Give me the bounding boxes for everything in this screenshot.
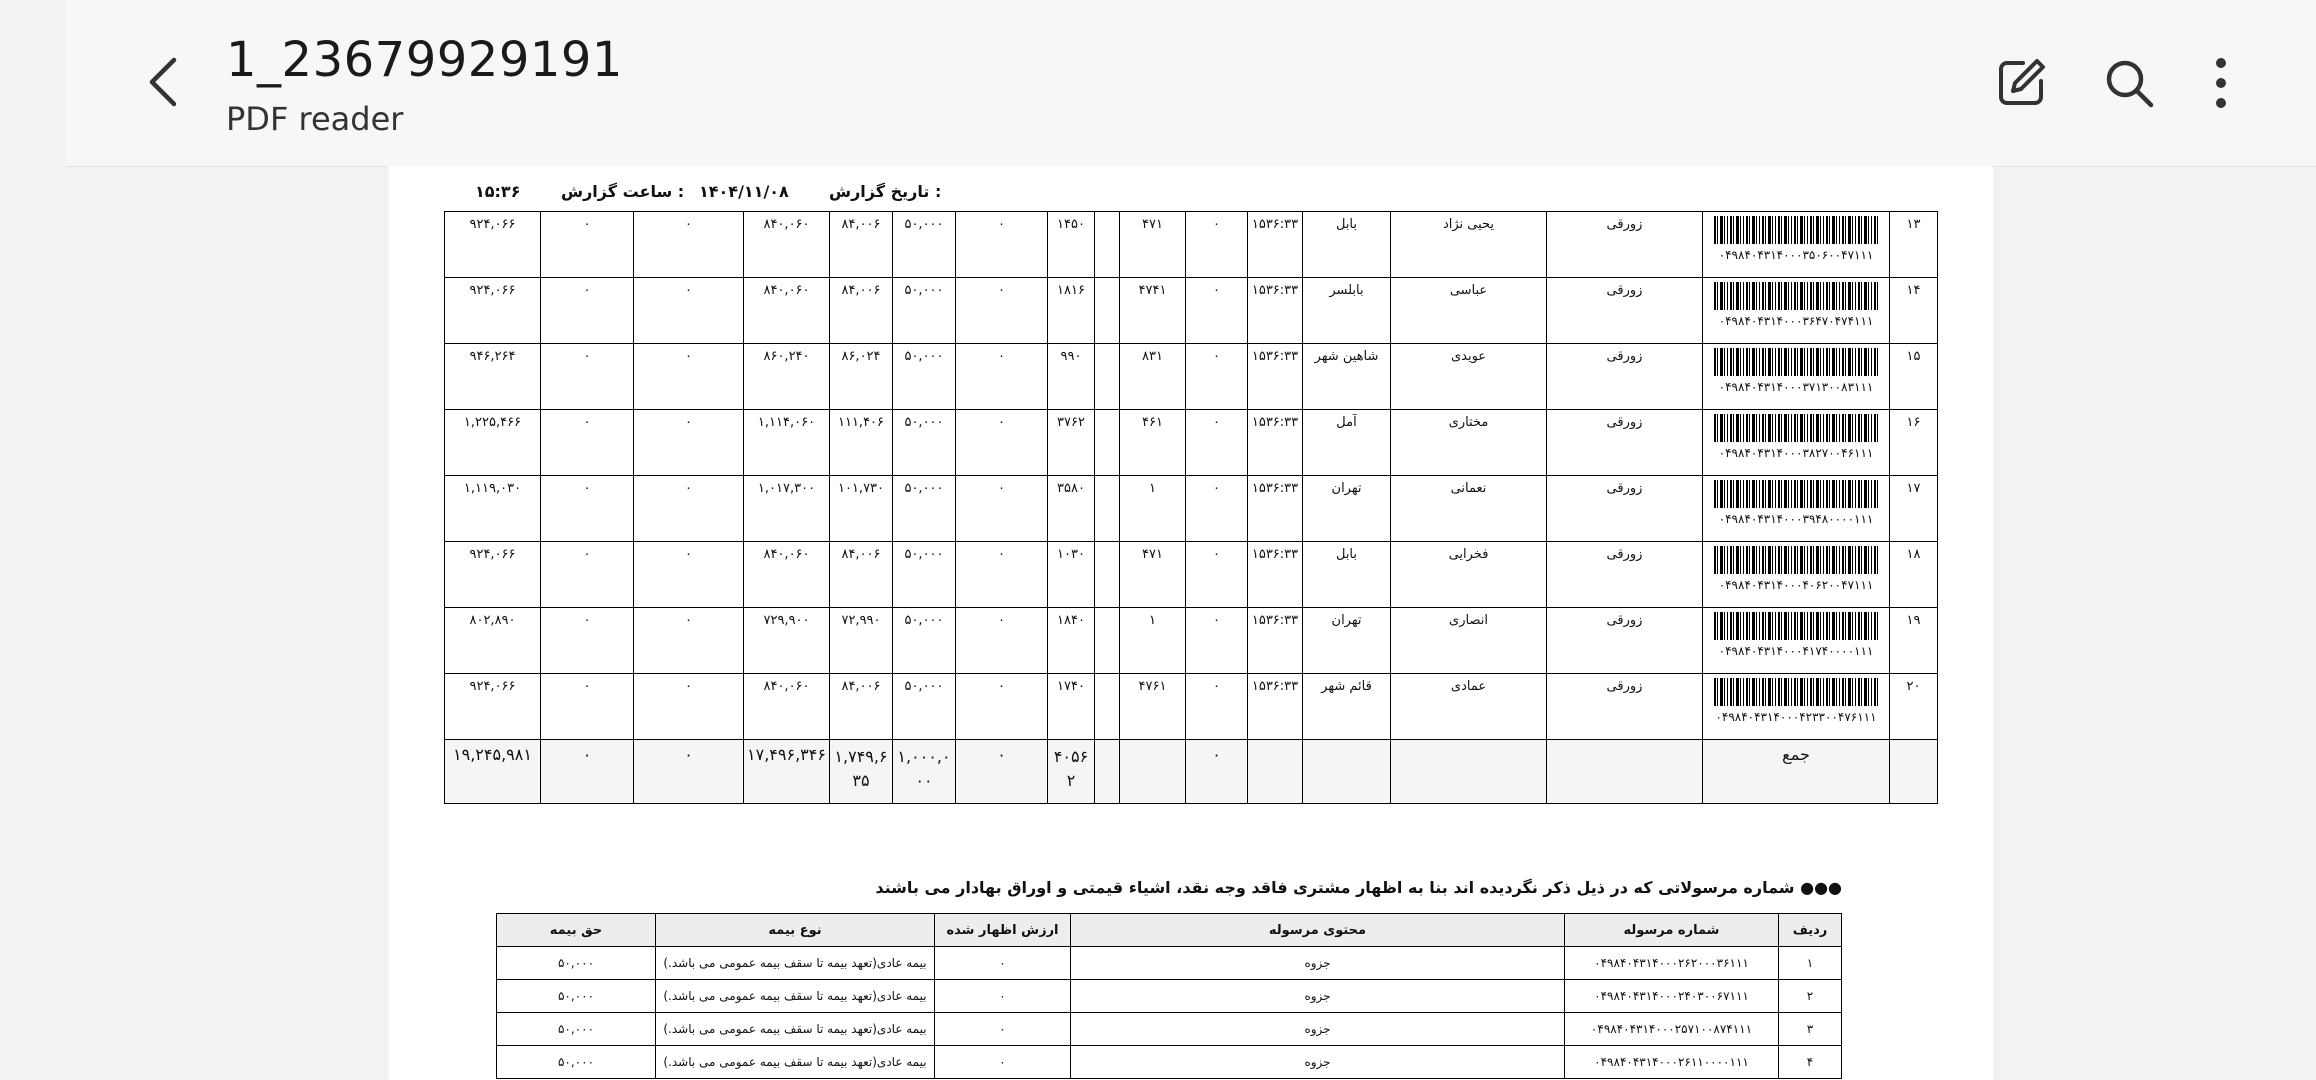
cell-c2 [1095, 212, 1120, 278]
cell-c9: ۰ [541, 278, 634, 344]
cell-c5: ۵۰,۰۰۰ [893, 608, 956, 674]
cell-c5: ۵۰,۰۰۰ [893, 542, 956, 608]
cell-c8: ۰ [634, 344, 744, 410]
cell-c4: ۰ [956, 212, 1048, 278]
cell-row: ۱۳ [1890, 212, 1938, 278]
cell-c7: ۷۲۹,۹۰۰ [744, 608, 830, 674]
barcode-cell [1703, 542, 1890, 608]
insured-cell: ۰ [935, 1013, 1071, 1046]
cell-type: زورقی [1547, 410, 1703, 476]
cell-c1: ۴۷۴۱ [1120, 278, 1186, 344]
table-row [445, 212, 1938, 278]
barcode-number: ۰۴۹۸۴۰۴۳۱۴۰۰۰۴۰۶۲۰۰۴۷۱۱۱ [1718, 578, 1874, 592]
barcode-number: ۰۴۹۸۴۰۴۳۱۴۰۰۰۳۶۴۷۰۴۷۴۱۱۱ [1718, 314, 1874, 328]
insured-row [497, 947, 1842, 980]
cell-c8: ۰ [634, 212, 744, 278]
insured-cell: ۴ [1779, 1046, 1842, 1079]
insured-cell: ۱ [1779, 947, 1842, 980]
cell-c3: ۳۵۸۰ [1048, 476, 1095, 542]
report-time-label: ساعت گزارش : [561, 182, 685, 201]
cell-c0: ۰ [1186, 344, 1248, 410]
cell-c9: ۰ [541, 212, 634, 278]
cell-type: زورقی [1547, 212, 1703, 278]
sum-c5: ۱,۰۰۰,۰ ۰۰ [893, 740, 956, 804]
cell-total: ۱,۱۱۹,۰۳۰ [445, 476, 541, 542]
barcode-image [1714, 414, 1878, 442]
cell-code: ۱۵۳۶:۳۳ [1248, 476, 1303, 542]
cell-code: ۱۵۳۶:۳۳ [1248, 344, 1303, 410]
header-content: محتوی مرسوله [1071, 914, 1565, 947]
cell-c5: ۵۰,۰۰۰ [893, 278, 956, 344]
header-insurance-type: نوع بیمه [656, 914, 935, 947]
barcode-number: ۰۴۹۸۴۰۴۳۱۴۰۰۰۳۵۰۶۰۰۴۷۱۱۱ [1718, 248, 1874, 262]
insured-cell: ۰ [935, 947, 1071, 980]
table-row [445, 608, 1938, 674]
cell-name: عویدی [1391, 344, 1547, 410]
table-row [445, 542, 1938, 608]
sum-row [445, 740, 1938, 804]
table-row [445, 674, 1938, 740]
barcode-number: ۰۴۹۸۴۰۴۳۱۴۰۰۰۳۷۱۳۰۰۸۳۱۱۱ [1718, 380, 1874, 394]
cell-c5: ۵۰,۰۰۰ [893, 476, 956, 542]
header-parcel-no: شماره مرسوله [1565, 914, 1779, 947]
cell-c8: ۰ [634, 542, 744, 608]
cell-c7: ۸۴۰,۰۶۰ [744, 212, 830, 278]
barcode-cell [1703, 212, 1890, 278]
cell-c8: ۰ [634, 476, 744, 542]
cell-c3: ۱۴۵۰ [1048, 212, 1095, 278]
cell-city: شاهین شهر [1303, 344, 1391, 410]
cell-c7: ۱,۱۱۴,۰۶۰ [744, 410, 830, 476]
back-button[interactable] [130, 50, 194, 114]
cell-city: بابل [1303, 212, 1391, 278]
cell-c0: ۰ [1186, 410, 1248, 476]
cell-type: زورقی [1547, 278, 1703, 344]
cell-total: ۹۴۶,۲۶۴ [445, 344, 541, 410]
sum-empty [1391, 740, 1547, 804]
insured-cell: بیمه عادی(تعهد بیمه تا سقف بیمه عمومی می باشد.) [656, 1046, 935, 1079]
cell-c2 [1095, 476, 1120, 542]
cell-city: قائم شهر [1303, 674, 1391, 740]
barcode-cell [1703, 476, 1890, 542]
cell-c6: ۷۲,۹۹۰ [830, 608, 893, 674]
barcode-image [1714, 612, 1878, 640]
insured-row [497, 1046, 1842, 1079]
cell-code: ۱۵۳۶:۳۳ [1248, 542, 1303, 608]
edit-icon [1993, 55, 2049, 111]
cell-code: ۱۵۳۶:۳۳ [1248, 674, 1303, 740]
cell-row: ۱۵ [1890, 344, 1938, 410]
cell-c1: ۴۷۶۱ [1120, 674, 1186, 740]
cell-c7: ۸۴۰,۰۶۰ [744, 278, 830, 344]
cell-c5: ۵۰,۰۰۰ [893, 674, 956, 740]
header-premium: حق بیمه [497, 914, 656, 947]
insured-row [497, 1013, 1842, 1046]
sum-c0: ۰ [1186, 740, 1248, 804]
barcode-image [1714, 480, 1878, 508]
cell-c9: ۰ [541, 344, 634, 410]
shipments-table [444, 211, 1938, 804]
cell-c1: ۸۳۱ [1120, 344, 1186, 410]
more-options-button[interactable] [2186, 48, 2256, 118]
report-time-value: ۱۵:۳۶ [475, 182, 521, 201]
cell-c6: ۸۴,۰۰۶ [830, 212, 893, 278]
cell-city: تهران [1303, 476, 1391, 542]
cell-c2 [1095, 674, 1120, 740]
cell-code: ۱۵۳۶:۳۳ [1248, 212, 1303, 278]
cell-c1: ۱ [1120, 476, 1186, 542]
cell-c1: ۴۶۱ [1120, 410, 1186, 476]
cell-c8: ۰ [634, 608, 744, 674]
cell-name: انصاری [1391, 608, 1547, 674]
table-row [445, 344, 1938, 410]
insured-cell: ۰ [935, 1046, 1071, 1079]
barcode-number: ۰۴۹۸۴۰۴۳۱۴۰۰۰۳۹۴۸۰۰۰۰۱۱۱ [1718, 512, 1874, 526]
cell-c9: ۰ [541, 674, 634, 740]
cell-c2 [1095, 608, 1120, 674]
report-date-value: ۱۴۰۴/۱۱/۰۸ [699, 182, 789, 201]
barcode-cell [1703, 278, 1890, 344]
insured-cell: ۰۴۹۸۴۰۴۳۱۴۰۰۰۲۶۱۱۰۰۰۰۱۱۱ [1565, 1046, 1779, 1079]
cell-name: نعمانی [1391, 476, 1547, 542]
cell-c7: ۸۶۰,۲۴۰ [744, 344, 830, 410]
sum-c3: ۴۰۵۶ ۲ [1048, 740, 1095, 804]
cell-c2 [1095, 344, 1120, 410]
insured-cell: ۵۰,۰۰۰ [497, 980, 656, 1013]
cell-c4: ۰ [956, 410, 1048, 476]
cell-name: عباسی [1391, 278, 1547, 344]
cell-c3: ۱۸۴۰ [1048, 608, 1095, 674]
cell-c0: ۰ [1186, 476, 1248, 542]
insured-cell: ۰۴۹۸۴۰۴۳۱۴۰۰۰۲۵۷۱۰۰۸۷۴۱۱۱ [1565, 1013, 1779, 1046]
cell-c8: ۰ [634, 674, 744, 740]
insured-cell: ۵۰,۰۰۰ [497, 1046, 656, 1079]
search-icon [2101, 55, 2157, 111]
cell-code: ۱۵۳۶:۳۳ [1248, 278, 1303, 344]
table-row [445, 410, 1938, 476]
cell-c9: ۰ [541, 410, 634, 476]
cell-total: ۹۲۴,۰۶۶ [445, 674, 541, 740]
cell-c6: ۸۴,۰۰۶ [830, 278, 893, 344]
sum-c4: ۰ [956, 740, 1048, 804]
pdf-page[interactable] [389, 166, 1993, 1080]
cell-c8: ۰ [634, 410, 744, 476]
cell-c0: ۰ [1186, 542, 1248, 608]
cell-total: ۸۰۲,۸۹۰ [445, 608, 541, 674]
insured-row [497, 980, 1842, 1013]
cell-code: ۱۵۳۶:۳۳ [1248, 410, 1303, 476]
insurance-note: ●●● شماره مرسولاتی که در ذیل ذکر نگردیده اند بنا به اظهار مشتری فاقد وجه نقد، اشیاء قیمتی و اوراق بهادار می باشند [875, 878, 1842, 897]
cell-c6: ۸۴,۰۰۶ [830, 674, 893, 740]
cell-c6: ۱۰۱,۷۳۰ [830, 476, 893, 542]
cell-city: آمل [1303, 410, 1391, 476]
sum-c8: ۰ [634, 740, 744, 804]
cell-type: زورقی [1547, 542, 1703, 608]
cell-c3: ۹۹۰ [1048, 344, 1095, 410]
cell-type: زورقی [1547, 608, 1703, 674]
cell-c3: ۱۰۳۰ [1048, 542, 1095, 608]
insured-cell: ۳ [1779, 1013, 1842, 1046]
cell-row: ۱۷ [1890, 476, 1938, 542]
app-bar [66, 0, 2316, 167]
sum-c7: ۱۷,۴۹۶,۳۴۶ [744, 740, 830, 804]
cell-c9: ۰ [541, 542, 634, 608]
sum-empty [1120, 740, 1186, 804]
cell-row: ۱۶ [1890, 410, 1938, 476]
cell-total: ۹۲۴,۰۶۶ [445, 542, 541, 608]
cell-c2 [1095, 410, 1120, 476]
cell-row: ۱۸ [1890, 542, 1938, 608]
barcode-image [1714, 216, 1878, 244]
cell-city: بابل [1303, 542, 1391, 608]
barcode-image [1714, 678, 1878, 706]
barcode-number: ۰۴۹۸۴۰۴۳۱۴۰۰۰۳۸۲۷۰۰۴۶۱۱۱ [1718, 446, 1874, 460]
cell-name: فخرایی [1391, 542, 1547, 608]
cell-c7: ۸۴۰,۰۶۰ [744, 674, 830, 740]
cell-c2 [1095, 542, 1120, 608]
cell-name: مختاری [1391, 410, 1547, 476]
report-date-label: تاریخ گزارش : [829, 182, 942, 201]
insured-cell: ۵۰,۰۰۰ [497, 947, 656, 980]
cell-c6: ۸۴,۰۰۶ [830, 542, 893, 608]
cell-type: زورقی [1547, 674, 1703, 740]
cell-total: ۹۲۴,۰۶۶ [445, 212, 541, 278]
sum-empty [1095, 740, 1120, 804]
header-declared-value: ارزش اظهار شده [935, 914, 1071, 947]
insured-cell: ۵۰,۰۰۰ [497, 1013, 656, 1046]
barcode-image [1714, 348, 1878, 376]
back-arrow-icon [142, 54, 182, 110]
cell-c1: ۴۷۱ [1120, 542, 1186, 608]
insured-cell: ۲ [1779, 980, 1842, 1013]
insured-cell: بیمه عادی(تعهد بیمه تا سقف بیمه عمومی می باشد.) [656, 947, 935, 980]
cell-row: ۲۰ [1890, 674, 1938, 740]
cell-c4: ۰ [956, 674, 1048, 740]
cell-c8: ۰ [634, 278, 744, 344]
cell-name: یحیی نژاد [1391, 212, 1547, 278]
sum-c9: ۰ [541, 740, 634, 804]
cell-c1: ۱ [1120, 608, 1186, 674]
insured-cell: جزوه [1071, 947, 1565, 980]
barcode-cell [1703, 608, 1890, 674]
insured-cell: ۰۴۹۸۴۰۴۳۱۴۰۰۰۲۴۰۳۰۰۶۷۱۱۱ [1565, 980, 1779, 1013]
cell-code: ۱۵۳۶:۳۳ [1248, 608, 1303, 674]
cell-c4: ۰ [956, 278, 1048, 344]
cell-c4: ۰ [956, 476, 1048, 542]
cell-c3: ۱۸۱۶ [1048, 278, 1095, 344]
cell-c6: ۱۱۱,۴۰۶ [830, 410, 893, 476]
barcode-cell [1703, 410, 1890, 476]
cell-total: ۱,۲۲۵,۴۶۶ [445, 410, 541, 476]
cell-c4: ۰ [956, 542, 1048, 608]
cell-c0: ۰ [1186, 608, 1248, 674]
cell-type: زورقی [1547, 476, 1703, 542]
header-row-no: ردیف [1779, 914, 1842, 947]
cell-c1: ۴۷۱ [1120, 212, 1186, 278]
more-vert-icon [2211, 55, 2231, 111]
sum-total: ۱۹,۲۴۵,۹۸۱ [445, 740, 541, 804]
insured-items-table [496, 913, 1842, 1079]
cell-c7: ۱,۰۱۷,۳۰۰ [744, 476, 830, 542]
cell-row: ۱۴ [1890, 278, 1938, 344]
barcode-number: ۰۴۹۸۴۰۴۳۱۴۰۰۰۴۲۳۳۰۰۴۷۶۱۱۱ [1715, 710, 1877, 724]
cell-c9: ۰ [541, 608, 634, 674]
search-button[interactable] [2094, 48, 2164, 118]
cell-city: تهران [1303, 608, 1391, 674]
document-title: 1_23679929191 [226, 32, 623, 88]
sum-label: جمع [1703, 740, 1890, 804]
barcode-number: ۰۴۹۸۴۰۴۳۱۴۰۰۰۴۱۷۴۰۰۰۰۱۱۱ [1718, 644, 1874, 658]
insured-cell: بیمه عادی(تعهد بیمه تا سقف بیمه عمومی می باشد.) [656, 1013, 935, 1046]
insured-cell: ۰۴۹۸۴۰۴۳۱۴۰۰۰۲۶۲۰۰۰۳۶۱۱۱ [1565, 947, 1779, 980]
cell-c0: ۰ [1186, 278, 1248, 344]
insured-cell: جزوه [1071, 1046, 1565, 1079]
cell-c0: ۰ [1186, 212, 1248, 278]
cell-c6: ۸۶,۰۲۴ [830, 344, 893, 410]
sum-empty [1248, 740, 1303, 804]
table-row [445, 278, 1938, 344]
barcode-image [1714, 546, 1878, 574]
table-row [445, 476, 1938, 542]
cell-c7: ۸۴۰,۰۶۰ [744, 542, 830, 608]
cell-total: ۹۲۴,۰۶۶ [445, 278, 541, 344]
cell-c0: ۰ [1186, 674, 1248, 740]
barcode-cell [1703, 344, 1890, 410]
cell-c9: ۰ [541, 476, 634, 542]
barcode-image [1714, 282, 1878, 310]
sum-c6: ۱,۷۴۹,۶ ۳۵ [830, 740, 893, 804]
cell-c5: ۵۰,۰۰۰ [893, 212, 956, 278]
insured-cell: بیمه عادی(تعهد بیمه تا سقف بیمه عمومی می باشد.) [656, 980, 935, 1013]
insured-cell: جزوه [1071, 980, 1565, 1013]
cell-c2 [1095, 278, 1120, 344]
cell-type: زورقی [1547, 344, 1703, 410]
cell-c4: ۰ [956, 344, 1048, 410]
cell-c4: ۰ [956, 608, 1048, 674]
insured-header-row [497, 914, 1842, 947]
cell-name: عمادی [1391, 674, 1547, 740]
app-subtitle: PDF reader [226, 100, 404, 138]
barcode-cell [1703, 674, 1890, 740]
edit-button[interactable] [1986, 48, 2056, 118]
cell-c5: ۵۰,۰۰۰ [893, 410, 956, 476]
cell-c3: ۱۷۴۰ [1048, 674, 1095, 740]
cell-c5: ۵۰,۰۰۰ [893, 344, 956, 410]
cell-c3: ۳۷۶۲ [1048, 410, 1095, 476]
cell-city: بابلسر [1303, 278, 1391, 344]
sum-empty [1547, 740, 1703, 804]
sum-empty [1303, 740, 1391, 804]
sum-empty [1890, 740, 1938, 804]
insured-cell: ۰ [935, 980, 1071, 1013]
cell-row: ۱۹ [1890, 608, 1938, 674]
insured-cell: جزوه [1071, 1013, 1565, 1046]
